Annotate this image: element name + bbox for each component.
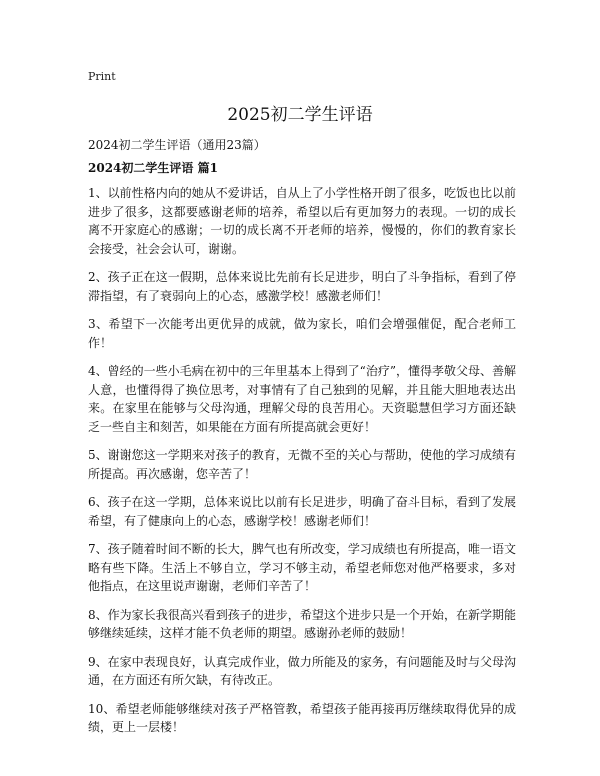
paragraph: 6、孩子在这一学期，总体来说比以前有长足进步，明确了奋斗目标，看到了发展希望，有了健康向上的心态，感谢学校！感谢老师们！ <box>88 495 516 528</box>
print-label[interactable]: Print <box>88 70 116 83</box>
paragraph: 3、希望下一次能考出更优异的成就，做为家长，咱们会增强催促，配合老师工作！ <box>88 317 516 350</box>
paragraph: 8、作为家长我很高兴看到孩子的进步，希望这个进步只是一个开始，在新学期能够继续延续，这样才能不负老师的期望。感谢孙老师的鼓励！ <box>88 607 516 640</box>
paragraph: 7、孩子随着时间不断的长大，脾气也有所改变，学习成绩也有所提高，唯一语文略有些下降。生活上不够自立，学习不够主动，希望老师您对他严格要求，多对他指点，在这里说声谢谢，老师们辛苦了！ <box>88 542 516 593</box>
paragraph: 1、以前性格内向的她从不爱讲话，自从上了小学性格开朗了很多，吃饭也比以前进步了很多，这都要感谢老师的培养，希望以后有更加努力的表现。一切的成长离不开家庭心的感谢；一切的成长离不开老师的培养，慢慢的，你们的教育家长会接受，社会会认可，谢谢。 <box>88 186 516 256</box>
paragraph: 9、在家中表现良好，认真完成作业，做力所能及的家务，有问题能及时与父母沟通，在方面还有所欠缺，有待改正。 <box>88 654 516 687</box>
paragraph: 10、希望老师能够继续对孩子严格管教，希望孩子能再接再厉继续取得优异的成绩，更上一层楼！ <box>88 701 516 734</box>
section-heading: 2024初二学生评语 篇1 <box>88 161 218 175</box>
paragraph: 4、曾经的一些小毛病在初中的三年里基本上得到了“治疗”，懂得孝敬父母、善解人意，也懂得得了换位思考，对事情有了自己独到的见解，并且能大胆地表达出来。在家里在能够与父母沟通，理解父母的良苦用心。天资聪慧但学习方面还缺乏一些自主和刻苦，如果能在方面有所提高就会更好！ <box>88 364 516 434</box>
paragraph: 5、谢谢您这一学期来对孩子的教育，无微不至的关心与帮助，使他的学习成绩有所提高。再次感谢，您辛苦了！ <box>88 448 516 481</box>
paragraph-list <box>88 184 516 747</box>
document-title: 2025初二学生评语 <box>227 105 373 125</box>
document-subtitle: 2024初二学生评语（通用23篇） <box>88 138 266 152</box>
paragraph: 2、孩子正在这一假期，总体来说比先前有长足进步，明白了斗争指标，看到了停滞指望，有了衰弱向上的心态，感激学校！感激老师们！ <box>88 270 516 303</box>
